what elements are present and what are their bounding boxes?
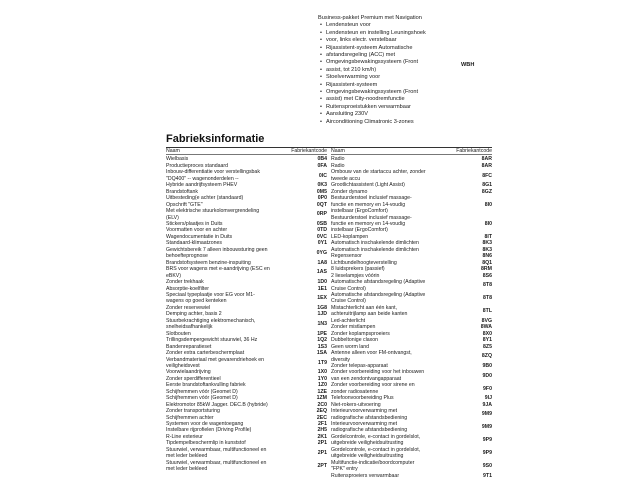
column-header-code: Fabriekantcode [291,148,327,154]
option-name: Interieurvoorverwarming met radiografische afstandsbediening [331,421,408,434]
option-code: 0TD [317,227,327,234]
option-row [331,215,492,234]
option-name: Productieproces standaard [166,162,228,169]
package-item: • Airconditioning Climatronic 3-zones [318,119,578,126]
package-item: • Ruitensproeistukken verwarmbaar [318,104,578,111]
option-code: 1G8 [317,304,327,311]
option-name: Trillingsdempergewicht stuurwiel, 36 Hz [166,337,258,344]
column-header-code: Fabriekantcode [456,148,492,154]
option-code: 0Y1 [317,240,327,247]
option-code: 8I0 [484,220,492,227]
option-code: 0K3 [317,182,327,189]
option-name: Zonder extra carterbeschermplaat [166,350,245,357]
option-name: Bestuurderstoel inclusief massage- functie en memory en 14-voudig instelbaar (ErgoComfort) [331,214,412,234]
option-code: 8TL [482,308,492,315]
option-row [166,266,327,279]
option-row [166,447,327,460]
option-code: 1SA [316,350,327,357]
option-code: 9M9 [481,424,492,431]
option-code: 8AR [481,162,492,169]
option-name: Regensensor [331,253,362,260]
option-code: 0IC [318,172,327,179]
option-code: 9JA [482,401,492,408]
option-code: 1JD [317,311,327,318]
option-code: 0YG [316,250,327,257]
option-name: Stuurbekrachtiging elektromechanisch, snelheidsafhankelijk [166,317,256,331]
option-code: 1T9 [318,359,327,366]
option-code: 8T8 [483,295,492,302]
option-name: Zonder koplampsproeiers [331,330,390,337]
factory-info-right-column [331,148,492,479]
option-name: Zonder voorbereiding voor sirene en zonder radiosatenne [331,382,415,395]
option-code: 1AS [316,269,327,276]
option-code: 1Y0 [317,375,327,382]
option-code: 9P9 [482,450,492,457]
package-item: • Rijassistent-systeem Automatische [318,45,578,52]
option-name: LED-koplampen [331,233,369,240]
package-item: • Aansluiting 230V [318,111,578,118]
option-name: BRS voor wagens met e-aandrijving (ESC en eBKV) [166,266,270,279]
option-code: 8FC [482,172,492,179]
option-row [331,292,492,305]
option-code: 0M5 [316,188,327,195]
option-code: 1S3 [317,343,327,350]
option-row [166,357,327,370]
option-name: Gordelcontrole, e-contact in gordelslot, uitgebreide veiligheidsuitrusting [331,433,421,447]
option-row [331,195,492,214]
option-code: 9D0 [482,372,492,379]
option-code: 0SB [316,220,327,227]
option-row [166,169,327,182]
option-row [331,369,492,382]
option-code: 8Y1 [482,337,492,344]
option-name: Zonder voorbereiding voor het inbouwen van een zendontvangapparaat [331,369,425,382]
option-name: Voorwielaandrijving [166,369,211,376]
option-row [331,408,492,421]
equipment-package [318,15,578,126]
column-header [331,148,492,155]
option-name: Radio [331,162,345,169]
option-name: Automatische afstandsregeling (Adaptive Cruise Control) [331,279,426,292]
option-code: 8S6 [482,272,492,279]
option-code: 0FA [317,162,327,169]
option-name: Voormatten voor en achter [166,227,228,234]
option-name: Zonder telepas-apparaat [331,362,388,369]
option-code: 2P1 [317,440,327,447]
package-item: • Omgevingsbewakingssysteem (Front [318,89,578,96]
option-name: Led-achterlicht [331,317,366,324]
option-row [166,460,327,473]
option-code: 8Q1 [482,259,492,266]
option-name: Hybride aandrijfsysteem PHEV [166,182,238,189]
option-name: Bandenreparatieset [166,343,212,350]
option-code: 1N3 [317,321,327,327]
option-name: Automatisch inschakelende dimlichten [331,240,419,247]
option-name: Zonder sperdifferentieel [166,375,221,382]
option-code: 1EX [317,295,327,302]
option-name: Bestuurderstoel inclusief massage- functie en memory en 14-voudig instelbaar (ErgoComfort) [331,195,412,215]
section-title: Fabrieksinformatie [166,133,265,145]
package-item: • Omgevingsbewakingssysteem (Front [318,59,578,66]
option-code: 9T1 [483,472,492,479]
package-item: • afstandsregeling (ACC) met [318,52,578,59]
option-code: 0P0 [317,195,327,202]
package-item: • Lendensteun en instelling Leuningshoek [318,30,578,37]
option-name: Stickers/plaatjes in Duits [166,220,223,227]
option-name: Brandstofsysteem benzine-inspuiting [166,259,251,266]
option-name: Lichtbundelhoogteverstelling [331,259,397,266]
option-code: 8K3 [482,240,492,247]
option-code: 2EC [316,414,327,421]
left-option-list [166,156,327,472]
option-name: Stuurwiel, verwarmbaar, multifunctioneel en met leder bekleed [166,446,267,460]
option-row [331,447,492,460]
option-name: Elektromotor 85kW Jagger. DEC.B (hybride) [166,401,268,408]
option-row [331,279,492,292]
option-code: 9S0 [482,462,492,469]
option-code: 9M9 [481,411,492,418]
option-name: Interieurvoorverwarming met radiografische afstandsbediening [331,408,408,421]
option-name: Wagendocumentatie in Duits [166,233,233,240]
option-code: 8K3 [482,246,492,253]
option-code: 9IJ [484,395,492,402]
option-row [166,247,327,260]
package-title: Business-pakket Premium met Navigation [318,15,422,21]
option-name: Zonder dynamo [331,188,368,195]
option-code: 1ZE [317,388,327,395]
option-code: 8ZQ [481,353,492,360]
option-code: 9B0 [482,362,492,369]
package-item: • voor, links electr. verstelbaar [318,37,578,44]
option-code: 9F0 [483,385,492,392]
option-code: 2EQ [316,408,327,415]
column-header-name: Naam [166,148,180,154]
option-name: Zonder mistlampen [331,324,376,331]
option-name: Wielbasis [166,156,189,163]
option-row [166,292,327,305]
option-name: Grootlichtassistent (Light Assist) [331,182,405,189]
option-name: Multifunctie-indicatie/boordcomputer "FPK" entry [331,459,415,473]
option-name: Tipdempelbeschermlip in kunststof [166,440,246,447]
option-name: Schijfremmen vóór (Geomet D) [166,395,238,402]
option-name: Telefoonvoorbereiding Plus [331,395,394,402]
option-row [331,473,492,479]
option-code: 8VG [481,317,492,324]
package-code: WBH [461,62,475,68]
option-name: Eerste brandstoftankvulling fabriek [166,382,246,389]
option-code: 1E1 [317,285,327,292]
option-code: 2F1 [318,421,327,428]
option-name: Slotbouten [166,330,191,337]
option-code: 0B4 [317,156,327,163]
option-name: Automatisch inschakelende dimlichten [331,246,419,253]
option-code: 0RP [316,211,327,218]
option-code: 8I0 [484,201,492,208]
right-option-list [331,156,492,479]
option-row [331,460,492,473]
option-name: Absorptie-koelfilter [166,285,209,292]
option-name: Schijfremmen achter [166,414,214,421]
option-name: Dubbeltonige claxon [331,337,379,344]
option-name: Standaard-klimaatzones [166,240,222,247]
option-code: 1Q2 [317,337,327,344]
option-name: Gewichtsbereik 7 alleen inbouwsturing geen behoefteprognose [166,246,268,260]
package-item: • Rijassistent-systeem [318,82,578,89]
option-name: Verbandmateriaal met gevarendriehoek en veiligheidsvest [166,356,265,369]
option-code: 1PE [317,330,327,337]
option-code: 8T8 [483,282,492,289]
package-items [318,22,578,126]
option-name: 8 luidsprekers (passief) [331,266,385,273]
option-name: Mistachterlicht aan één kant, achteruitrijlamp aan beide kanten [331,304,408,318]
option-name: Demping achter, basis 2 [166,311,222,318]
option-name: Antenne alleen voor FM-ontvangst, diversity [331,350,412,363]
option-code: 2P1 [317,450,327,457]
option-code: 2C0 [317,401,327,408]
option-name: 2 lieselampjes vóórin [331,272,380,279]
option-code: 8GZ [481,188,492,195]
option-name: Uitbesteding(e achter (standaard) [166,195,244,202]
option-code: 8G1 [482,182,492,189]
option-row [331,305,492,318]
option-code: 8X0 [482,330,492,337]
option-name: Geen worm land [331,343,370,350]
option-code: 0QT [316,201,327,208]
option-name: Brandstoftank [166,188,199,195]
option-code: 8IT [484,233,492,240]
option-name: Inbouw-differentiatie voor verstellingsbak "DQ400" -- wagenonderdelen -- [166,169,260,182]
option-code: 1ZM [316,395,327,402]
option-code: 9P9 [482,437,492,444]
option-name: Speciaal typeplaatje voor EG voor M1- wagens op goed kenteken [166,291,255,305]
option-name: Ombouw van de startaccu achter, zonder tweede accu [331,169,426,182]
package-item: • Stoelverwarming voor [318,74,578,81]
option-row [331,434,492,447]
option-code: 1Z0 [318,382,327,389]
option-name: Zonder trekhaak [166,279,204,286]
option-name: Radio [331,156,345,163]
package-item: • assist, tot 210 km/h) [318,67,578,74]
option-row [331,421,492,434]
option-name: Systemen voor de wagentoegang [166,421,244,428]
package-item: • assist) met City-noodremfunctie [318,96,578,103]
option-name: Automatische afstandsregeling (Adaptive Cruise Control) [331,291,426,305]
option-name: Niet-rokers-uitvoering [331,401,381,408]
option-name: Ruitensproeiers verwarmbaar [331,472,400,479]
column-header [166,148,327,155]
option-name: R-Line exterieur [166,433,203,440]
column-header-name: Naam [331,148,345,154]
option-code: 8AR [481,156,492,163]
option-name: Gordelcontrole, e-contact in gordelslot, uitgebreide veiligheidsuitrusting [331,446,421,460]
option-name: Opschrift "GTE" [166,201,203,208]
option-code: 8WA [480,324,492,331]
option-name: Zonder reservewiel [166,304,211,311]
option-code: 8Z5 [483,343,492,350]
option-row [166,318,327,331]
option-name: Zonder transportsturing [166,408,220,415]
factory-info-left-column [166,148,327,473]
option-row [331,350,492,363]
option-code: 1D0 [317,279,327,286]
option-name: Schijfremmen vóór (Geomet D) [166,388,238,395]
option-code: 2K1 [317,433,327,440]
package-item: • Lendensteun voor [318,22,578,29]
option-code: 2PT [317,462,327,469]
option-code: 8RM [481,266,492,273]
option-name: Instelbare rijprofielen (Driving Profile) [166,427,252,434]
option-row [331,169,492,182]
option-code: 1A8 [317,259,327,266]
option-row [166,208,327,221]
option-code: 0VC [316,233,327,240]
option-name: Stuurwiel, verwarmbaar, multifunctioneel en met leder bekleed [166,459,267,473]
option-code: 1X0 [317,369,327,376]
option-name: Met elektrische stuurkolomvergrendeling (ELV) [166,208,260,221]
option-row [331,382,492,395]
option-code: 8N6 [482,253,492,260]
option-code: 2H5 [317,427,327,434]
